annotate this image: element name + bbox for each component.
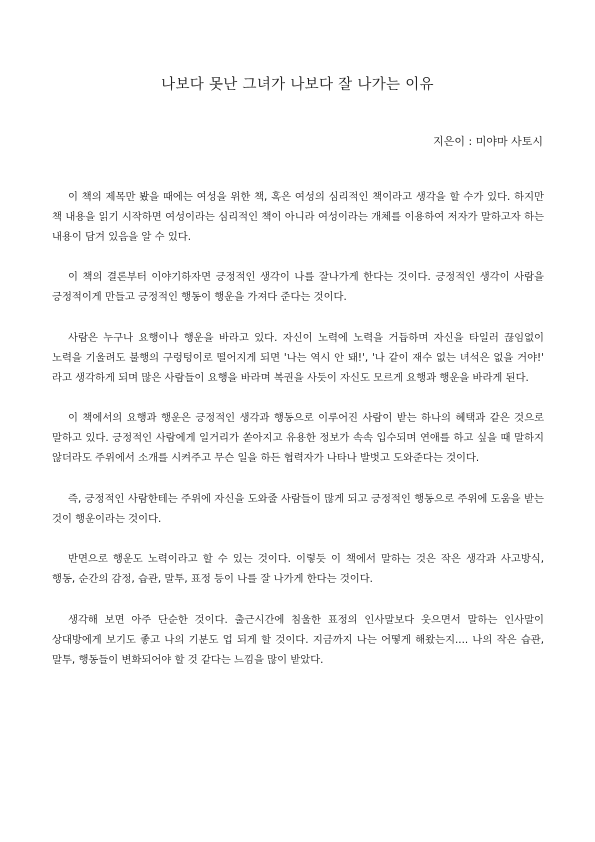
paragraph: 사람은 누구나 요행이나 행운을 바라고 있다. 자신이 노력에 노력을 거듭하며 자신을 타일러 끊임없이 노력을 기울려도 불행의 구렁텅이로 떨어지게 되면 '나는 역시 안 돼!', '나 같이 재수 없는 녀석은 없을 거야!' 라고 생각하게 되며 많은 사람들이 요행을 바라며 복권을 사듯이 자신도 모르게 요행과 행운을 바라게 된다. xyxy=(52,331,544,384)
paragraph: 이 책의 제목만 봤을 때에는 여성을 위한 책, 혹은 여성의 심리적인 책이라고 생각을 할 수가 있다. 하지만 책 내용을 읽기 시작하면 여성이라는 심리적인 책이 아니라 여성이라는 개체를 이용하여 저자가 말하고자 하는 내용이 담겨 있음을 알 수 있다. xyxy=(52,191,544,243)
document-body xyxy=(52,188,544,691)
document-title: 나보다 못난 그녀가 나보다 잘 나가는 이유 xyxy=(161,77,434,93)
author-line: 지은이 : 미야마 사토시 xyxy=(433,135,543,148)
paragraph: 이 책의 결론부터 이야기하자면 긍정적인 생각이 나를 잘나가게 한다는 것이다. 긍정적인 생각이 사람을 긍정적이게 만들고 긍정적인 행동이 행운을 가져다 준다는 것이다. xyxy=(52,271,544,304)
paragraph: 반면으로 행운도 노력이라고 할 수 있는 것이다. 이렇듯 이 책에서 말하는 것은 작은 생각과 사고방식, 행동, 순간의 감정, 습관, 말투, 표정 등이 나를 잘 나가게 한다는 것이다. xyxy=(52,553,544,586)
paragraph: 즉, 긍정적인 사람한테는 주위에 자신을 도와줄 사람들이 많게 되고 긍정적인 행동으로 주위에 도움을 받는 것이 행운이라는 것이다. xyxy=(52,492,544,525)
paragraph: 생각해 보면 아주 단순한 것이다. 출근시간에 침울한 표정의 인사말보다 웃으면서 말하는 인사말이 상대방에게 보기도 좋고 나의 기분도 업 되게 할 것이다. 지금까지 나는 어떻게 해왔는지.... 나의 작은 습관, 말투, 행동들이 변화되어야 할 것 같다는 느낌을 많이 받았다. xyxy=(52,613,544,666)
paragraph: 이 책에서의 요행과 행운은 긍정적인 생각과 행동으로 이루어진 사람이 받는 하나의 혜택과 같은 것으로 말하고 있다. 긍정적인 사람에게 일거리가 쏟아지고 유용한 정보가 속속 입수되며 연애를 하고 싶을 때 말하지 않더라도 주위에서 소개를 시켜주고 무슨 일을 하든 협력자가 나타나 발벗고 도와준다는 것이다. xyxy=(52,412,544,464)
